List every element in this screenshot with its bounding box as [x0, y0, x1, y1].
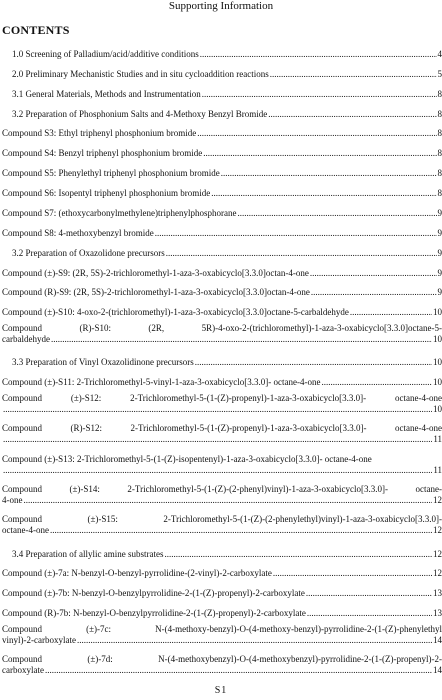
toc-entry-wrapped[interactable]	[2, 619, 442, 649]
toc-page-number: 8	[437, 108, 442, 119]
toc-page-number: 9	[437, 267, 442, 278]
toc-entry-title-word: octane-4-one	[395, 423, 442, 434]
toc-entry[interactable]	[2, 368, 442, 388]
toc-entry-title-line1	[2, 484, 442, 495]
toc-page-number: 14	[433, 665, 442, 676]
toc-entry-title-word: (±)-S14:	[69, 483, 100, 494]
toc-leader-dots	[211, 188, 436, 199]
toc-leader-dots	[155, 228, 437, 239]
toc-entry-title-word: 2-Trichloromethyl-5-(1-(Z)-(2-phenyl)vinyl)-1-aza-3-oxabicyclo[3.3.0]-	[127, 483, 388, 494]
toc-leader-dots	[202, 89, 437, 100]
toc-entry[interactable]	[2, 349, 442, 369]
toc-entry[interactable]	[2, 60, 442, 80]
toc-leader-dots	[164, 549, 432, 560]
toc-entry-title-line1	[2, 454, 442, 465]
toc-page-number: 10	[433, 333, 442, 344]
toc-page-number: 8	[437, 188, 442, 198]
toc-page-number: 13	[433, 588, 442, 599]
toc-entry[interactable]	[2, 540, 442, 560]
toc-entry-title: Compound S6: Isopentyl triphenyl phosphonium bromide	[2, 188, 211, 198]
toc-entry[interactable]	[2, 599, 442, 619]
toc-entry-title-word: Compound	[2, 483, 43, 494]
toc-leader-dots	[166, 248, 437, 259]
toc-entry-title-word: N-(4-methoxy-benzyl)-O-(4-methoxy-benzyl)-pyrrolidine-2-(1-(Z)-phenylethyl	[155, 623, 442, 634]
toc-leader-dots	[306, 588, 432, 599]
toc-leader-dots	[311, 287, 437, 298]
contents-heading: CONTENTS	[2, 23, 70, 37]
toc-leader-dots	[237, 208, 436, 219]
toc-page-number: 12	[433, 494, 442, 505]
toc-entry-title: Compound (R)-7b: N-benzyl-O-benzylpyrrolidine-2-(1-(Z)-propenyl)-2-carboxylate	[2, 608, 306, 619]
toc-entry-title-line1	[2, 654, 442, 665]
toc-entry-wrapped[interactable]	[2, 649, 442, 679]
toc-entry-title: 1.0 Screening of Palladium/acid/additive conditions	[12, 48, 199, 59]
toc-entry-title-word: N-(4-methoxybenzyl)-O-(4-methoxybenzyl)-pyrrolidine-2-(1-(Z)-propenyl)-2-	[158, 654, 442, 665]
toc-entry-title: Compound S5: Phenylethyl triphenyl phosphonium bromide	[2, 168, 220, 179]
toc-page-number: 9	[437, 247, 442, 258]
toc-entry[interactable]	[2, 579, 442, 599]
toc-page-number: 10	[433, 307, 442, 318]
toc-entry-title: Compound (±)-7b: N-benzyl-O-benzylpyrrolidine-2-(1-(Z)-propenyl)-2-carboxylate	[2, 588, 305, 599]
toc-entry[interactable]	[2, 120, 442, 140]
toc-leader-dots	[270, 69, 437, 80]
toc-entry-title: 3.2 Preparation of Oxazolidone precursors	[12, 247, 165, 258]
toc-entry-title: 3.3 Preparation of Vinyl Oxazolidinone precursors	[12, 357, 194, 368]
toc-entry-title-word: (±)-7d:	[87, 654, 113, 665]
toc-entry-title-line1	[2, 514, 442, 525]
toc-entry[interactable]	[2, 159, 442, 179]
toc-entry-title-word: octane-	[415, 483, 442, 494]
toc-page-number: 13	[433, 608, 442, 619]
toc-entry[interactable]	[2, 40, 442, 60]
toc-leader-dots	[321, 377, 432, 388]
toc-entry-title-word: Compound	[2, 654, 43, 665]
toc-leader-dots	[51, 334, 432, 345]
toc-entry-title-word: Compound	[2, 322, 43, 333]
toc-entry-wrapped[interactable]	[2, 479, 442, 509]
toc-page-number: 9	[437, 207, 442, 218]
toc-entry-title-word: Compound (±)-S13: 2-Trichloromethyl-5-(1-(Z)-isopentenyl)-1-aza-3-oxabicyclo[3.3.0]- octane-4-one	[2, 453, 372, 464]
toc-page-number: 9	[437, 287, 442, 298]
toc-page-number: 11	[433, 434, 442, 445]
toc-entry-title-line1	[2, 393, 442, 404]
toc-entry[interactable]	[2, 298, 442, 318]
toc-entry-title-word: Compound	[2, 623, 43, 634]
toc-leader-dots	[310, 268, 437, 279]
toc-entry-title-line2: octane-4-one	[2, 525, 49, 536]
toc-entry-title-word: (±)-S12:	[70, 393, 102, 403]
toc-entry-title: 3.1 General Materials, Methods and Instrumentation	[12, 88, 201, 99]
toc-page-number: 10	[433, 357, 442, 368]
toc-entry-title: 2.0 Preliminary Mechanistic Studies and in situ cycloaddition reactions	[12, 68, 269, 79]
toc-entry[interactable]	[2, 219, 442, 239]
page-number: S1	[214, 685, 228, 696]
toc-leader-dots	[268, 109, 436, 120]
toc-entry-title: Compound (±)-S10: 4-oxo-2-(trichloromethyl)-1-aza-3-oxabicyclo[3.3.0]octane-5-carbaldehyde	[2, 307, 349, 318]
toc-page-number: 8	[437, 88, 442, 99]
toc-entry[interactable]	[2, 279, 442, 299]
toc-entry-title: Compound (R)-S9: (2R, 5S)-2-trichloromethyl-1-aza-3-oxabicyclo[3.3.0]octan-4-one	[2, 287, 310, 298]
toc-leader-dots	[221, 168, 437, 179]
toc-entry-title: Compound S4: Benzyl triphenyl phosphonium bromide	[2, 148, 203, 159]
toc-entry-wrapped[interactable]	[2, 449, 442, 479]
toc-entry-title: Compound (±)-S9: (2R, 5S)-2-trichloromethyl-1-aza-3-oxabicyclo[3.3.0]octan-4-one	[2, 267, 309, 278]
toc-entry-title-line1	[2, 423, 442, 434]
toc-entry-title: Compound S3: Ethyl triphenyl phosphonium bromide	[2, 128, 197, 139]
toc-entry-title-word: (±)-S15:	[87, 514, 118, 525]
toc-entry-title-word: (R)-S12:	[70, 423, 102, 434]
toc-leader-dots	[195, 357, 432, 368]
toc-leader-dots	[203, 148, 436, 159]
toc-entry-wrapped[interactable]	[2, 509, 442, 539]
toc-entry[interactable]	[2, 80, 442, 100]
toc-page-number: 10	[433, 377, 442, 388]
toc-entry[interactable]	[2, 179, 442, 199]
toc-page-number: 8	[437, 128, 442, 139]
toc-entry-title-word: 2-Trichloromethyl-5-(1-(Z)-propenyl)-1-aza-3-oxabicyclo[3.3.0]-	[130, 393, 367, 403]
toc-leader-dots	[3, 404, 432, 415]
toc-entry-title: 3.4 Preparation of allylic amine substrates	[12, 548, 164, 559]
toc-entry-title: Compound (±)-S11: 2-Trichloromethyl-5-vinyl-1-aza-3-oxabicyclo[3.3.0]- octane-4-one	[2, 377, 321, 388]
toc-page-number: 10	[433, 404, 442, 414]
toc-entry-title-line1	[2, 323, 442, 334]
toc-leader-dots	[307, 608, 432, 619]
toc-entry-title-line2: carbaldehyde	[2, 333, 50, 344]
toc-entry-title-word: (±)-7c:	[86, 623, 112, 634]
toc-page-number: 12	[433, 525, 442, 536]
toc-entry-title: Compound S8: 4-methoxybenzyl bromide	[2, 227, 154, 238]
toc-leader-dots	[45, 665, 432, 676]
toc-leader-dots	[77, 635, 432, 646]
toc-entry[interactable]	[2, 239, 442, 259]
toc-leader-dots	[3, 465, 432, 476]
toc-entry[interactable]	[2, 560, 442, 580]
toc-entry-title-line2: 4-one	[2, 494, 23, 505]
toc-entry-title-line2: carboxylate	[2, 665, 44, 676]
toc-entry[interactable]	[2, 199, 442, 219]
toc-entry-title: 3.2 Preparation of Phosphonium Salts and 4-Methoxy Benzyl Bromide	[12, 108, 268, 119]
toc-entry[interactable]	[2, 139, 442, 159]
toc-entry-title-line1	[2, 624, 442, 635]
toc-entry-title-word: 2-Trichloromethyl-5-(1-(Z)-(2-phenylethyl)vinyl)-1-aza-3-oxabicyclo[3.3.0]-	[163, 514, 442, 525]
toc-entry-wrapped[interactable]	[2, 318, 442, 348]
toc-leader-dots	[24, 495, 433, 506]
toc-page-number: 8	[437, 148, 442, 159]
toc-entry-title-word: octane-4-one	[394, 393, 442, 403]
toc-entry-title: Compound S7: (ethoxycarbonylmethylene)triphenylphosphorane	[2, 207, 237, 218]
toc-page-number: 11	[433, 464, 442, 475]
toc-page-number: 12	[433, 568, 442, 579]
toc-leader-dots	[350, 307, 432, 318]
toc-entry-wrapped[interactable]	[2, 388, 442, 418]
toc-entry-wrapped[interactable]	[2, 419, 442, 449]
toc-leader-dots	[3, 434, 432, 445]
toc-page-number: 12	[433, 548, 442, 559]
toc-entry[interactable]	[2, 100, 442, 120]
toc-page-number: 14	[433, 634, 442, 645]
toc-page-number: 9	[437, 227, 442, 238]
running-header: Supporting Information	[168, 0, 274, 12]
toc-entry-title-word: Compound	[2, 393, 43, 403]
toc-entry-title: Compound (±)-7a: N-benzyl-O-benzyl-pyrrolidine-(2-vinyl)-2-carboxylate	[2, 568, 272, 579]
toc-page-number: 5	[437, 68, 442, 79]
toc-leader-dots	[50, 525, 432, 536]
toc-page-number: 8	[437, 168, 442, 179]
toc-page-number: 4	[437, 48, 442, 59]
toc-entry-title-word: 2-Trichloromethyl-5-(1-(Z)-propenyl)-1-aza-3-oxabicyclo[3.3.0]-	[130, 423, 367, 434]
table-of-contents	[2, 40, 442, 680]
toc-leader-dots	[197, 128, 436, 139]
toc-leader-dots	[273, 568, 432, 579]
toc-leader-dots	[200, 49, 437, 60]
toc-entry-title-word: Compound	[2, 423, 43, 434]
toc-entry-title-word: Compound	[2, 514, 43, 525]
toc-entry-title-word: (2R,	[148, 322, 165, 333]
toc-entry[interactable]	[2, 259, 442, 279]
toc-entry-title-word: 5R)-4-oxo-2-(trichloromethyl)-1-aza-3-oxabicyclo[3.3.0]octane-5-	[201, 322, 442, 333]
toc-entry-title-line2: vinyl)-2-carboxylate	[2, 634, 76, 645]
toc-entry-title-word: (R)-S10:	[79, 322, 111, 333]
